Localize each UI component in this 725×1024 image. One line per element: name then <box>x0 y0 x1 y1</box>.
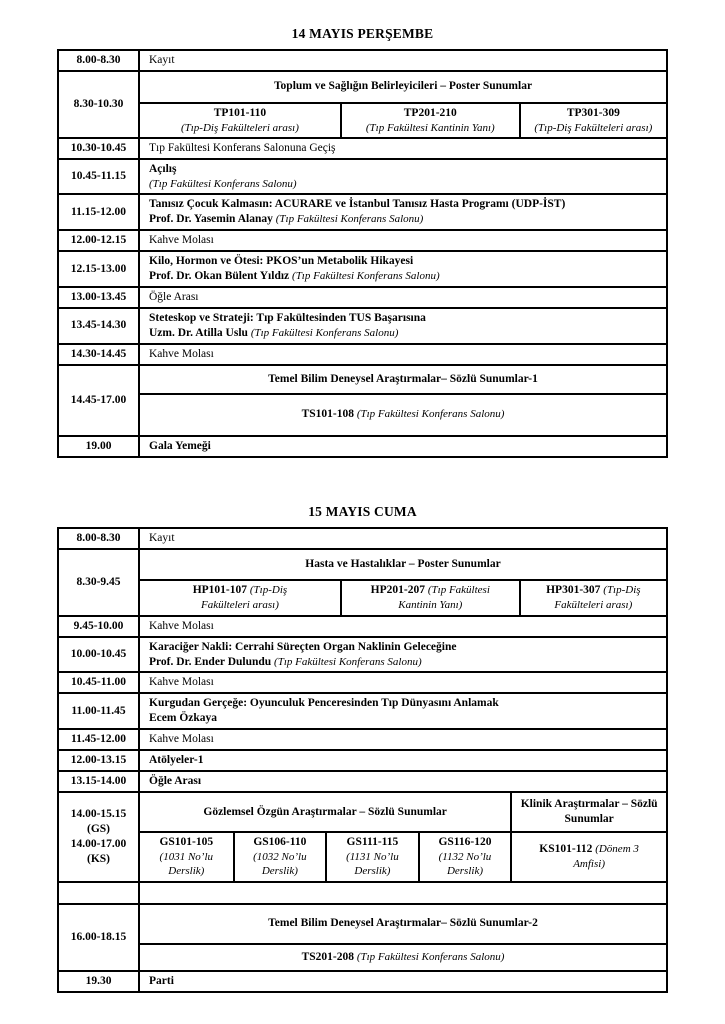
time-line: (GS) <box>87 822 110 835</box>
event-cell: Kahve Molası <box>139 616 667 637</box>
event-title: Kurgudan Gerçeğe: Oyunculuk Penceresinden Tıp Dünyasını Anlamak <box>149 697 499 710</box>
row-oral-block <box>58 365 667 436</box>
time-cell: 19.30 <box>58 971 139 992</box>
event-cell <box>139 194 667 230</box>
poster-block-cell <box>139 549 667 616</box>
speaker-name: Ecem Özkaya <box>149 712 218 725</box>
row-poster-block <box>58 549 667 616</box>
time-line: 14.00-15.15 <box>70 807 127 820</box>
gs-col-4 <box>418 833 511 881</box>
poster-col-1 <box>140 581 340 615</box>
event-cell: Kahve Molası <box>139 230 667 251</box>
event-location: (Tıp Fakültesi Konferans Salonu) <box>275 213 424 226</box>
session-location: (Tıp Fakültesi Konferans Salonu) <box>356 408 505 421</box>
speaker-name: Prof. Dr. Okan Bülent Yıldız <box>149 270 290 283</box>
row-gecis <box>58 138 667 159</box>
session-code: TS101-108 <box>301 408 354 421</box>
time-cell: 12.00-12.15 <box>58 230 139 251</box>
session-code: GS101-105 <box>159 836 214 849</box>
time-cell: 13.45-14.30 <box>58 308 139 344</box>
row-talk-pkos <box>58 251 667 287</box>
day1-title: 14 MAYIS PERŞEMBE <box>291 26 434 41</box>
oral-block-cell <box>139 365 667 436</box>
event-location: (Tıp Fakültesi Konferans Salonu) <box>149 178 297 191</box>
event-cell: Öğle Arası <box>139 771 667 792</box>
time-cell: 13.15-14.00 <box>58 771 139 792</box>
event-cell <box>139 637 667 673</box>
time-cell: 8.30-10.30 <box>58 71 139 138</box>
session-location: (Tıp-Diş Fakülteleri arası) <box>534 121 653 134</box>
poster-col-2 <box>340 104 519 137</box>
time-cell: 8.00-8.30 <box>58 528 139 549</box>
row-talk-tus <box>58 308 667 344</box>
time-cell: 11.45-12.00 <box>58 729 139 750</box>
event-cell <box>139 159 667 194</box>
event-location: (Tıp Fakültesi Konferans Salonu) <box>250 326 399 339</box>
poster-col-1 <box>140 104 340 137</box>
session-location: (Tıp-Diş Fakülteleri arası) <box>180 121 299 134</box>
row-ogle-arasi <box>58 287 667 308</box>
section-spacer <box>0 458 725 504</box>
row-talk-acurare <box>58 194 667 230</box>
time-cell: 8.30-9.45 <box>58 549 139 616</box>
event-location: (Tıp Fakültesi Konferans Salonu) <box>274 655 422 668</box>
session-code: KS101-112 <box>539 842 593 855</box>
row-kahve <box>58 729 667 750</box>
gs-col-2 <box>233 833 326 881</box>
event-title: Tanısız Çocuk Kalmasın: ACURARE ve İstanbul Tanısız Hasta Programı (UDP-İST) <box>149 198 566 211</box>
event-location: (Tıp Fakültesi Konferans Salonu) <box>292 270 440 283</box>
gs-session-header: Gözlemsel Özgün Araştırmalar – Sözlü Sunumlar <box>203 805 447 818</box>
gs-col-3 <box>325 833 418 881</box>
event-cell: Parti <box>139 971 667 992</box>
time-cell: 14.30-14.45 <box>58 344 139 365</box>
event-cell <box>139 693 667 729</box>
time-line: 14.00-17.00 <box>70 837 127 850</box>
row-talk-karaciger <box>58 637 667 673</box>
oral-block-cell <box>139 904 667 971</box>
speaker-name: Prof. Dr. Ender Dulundu <box>149 655 272 668</box>
session-location: (Tıp Fakültesi Konferans Salonu) <box>356 950 505 963</box>
time-cell: 12.00-13.15 <box>58 750 139 771</box>
time-cell: 14.45-17.00 <box>58 365 139 436</box>
oral-session-codes <box>140 943 666 970</box>
session-location: (1031 No’lu Derslik) <box>159 851 214 878</box>
event-cell: Gala Yemeği <box>139 436 667 457</box>
event-cell <box>139 251 667 287</box>
row-oral-block <box>58 904 667 971</box>
event-cell: Kayıt <box>139 528 667 549</box>
session-code: GS111-115 <box>346 836 399 849</box>
speaker-line <box>149 212 657 227</box>
oral-session-header: Temel Bilim Deneysel Araştırmalar– Sözlü Sunumlar-2 <box>268 917 538 930</box>
gsks-codes <box>140 831 666 881</box>
event-cell: Öğle Arası <box>139 287 667 308</box>
poster-session-header: Hasta ve Hastalıklar – Poster Sunumlar <box>305 557 501 570</box>
time-cell: 13.00-13.45 <box>58 287 139 308</box>
time-line: (KS) <box>87 852 110 865</box>
day2-title: 15 MAYIS CUMA <box>308 503 417 519</box>
session-location: (Tıp-Diş Fakülteleri arası) <box>554 583 641 611</box>
time-cell: 16.00-18.15 <box>58 904 139 971</box>
row-kahve <box>58 230 667 251</box>
session-code: TP101-110 <box>213 106 267 119</box>
event-cell <box>139 308 667 344</box>
session-location: (Tıp Fakültesi Kantinin Yanı) <box>398 583 490 611</box>
row-acilis <box>58 159 667 194</box>
row-kayit <box>58 528 667 549</box>
row-kahve <box>58 672 667 693</box>
time-cell: 10.45-11.00 <box>58 672 139 693</box>
gs-col-1 <box>140 833 233 881</box>
session-code: HP101-107 <box>192 583 248 596</box>
session-location: (1131 No’lu Derslik) <box>346 851 399 878</box>
time-cell: 10.30-10.45 <box>58 138 139 159</box>
row-atolyeler <box>58 750 667 771</box>
poster-columns <box>140 579 666 615</box>
time-cell <box>58 792 139 882</box>
session-code: HP201-207 <box>370 583 425 596</box>
session-location: (1032 No’lu Derslik) <box>253 851 307 878</box>
session-location: (Dönem 3 Amfisi) <box>573 842 639 870</box>
session-location: (Tıp Fakültesi Kantinin Yanı) <box>365 121 495 134</box>
poster-columns <box>140 102 666 137</box>
session-code: GS116-120 <box>438 836 492 849</box>
speaker-line <box>149 326 657 341</box>
session-location: (Tıp-Diş Fakülteleri arası) <box>200 583 288 611</box>
time-cell: 11.15-12.00 <box>58 194 139 230</box>
time-cell: 10.45-11.15 <box>58 159 139 194</box>
ks-session-header: Klinik Araştırmalar – Sözlü Sunumlar <box>510 793 666 831</box>
time-cell: 12.15-13.00 <box>58 251 139 287</box>
event-title: Karaciğer Nakli: Cerrahi Süreçten Organ Naklinin Geleceğine <box>149 640 457 653</box>
row-parti <box>58 971 667 992</box>
row-spacer <box>58 882 667 904</box>
event-cell: Tıp Fakültesi Konferans Salonuna Geçiş <box>139 138 667 159</box>
row-kahve <box>58 616 667 637</box>
oral-session-header: Temel Bilim Deneysel Araştırmalar– Sözlü Sunumlar-1 <box>268 372 538 385</box>
event-cell: Kayıt <box>139 50 667 71</box>
row-gsks-block <box>58 792 667 882</box>
row-gala <box>58 436 667 457</box>
session-code: HP301-307 <box>546 583 601 596</box>
speaker-line <box>149 711 657 726</box>
day1-schedule-table <box>57 49 668 458</box>
poster-col-3 <box>519 581 666 615</box>
session-code: GS106-110 <box>253 836 307 849</box>
speaker-name: Prof. Dr. Yasemin Alanay <box>149 213 273 226</box>
event-cell-empty <box>139 882 667 904</box>
time-cell: 11.00-11.45 <box>58 693 139 729</box>
event-cell: Kahve Molası <box>139 344 667 365</box>
event-title: Steteskop ve Strateji: Tıp Fakültesinden TUS Başarısına <box>149 311 426 324</box>
day2-schedule-table <box>57 527 668 993</box>
event-cell: Kahve Molası <box>139 729 667 750</box>
row-kayit <box>58 50 667 71</box>
session-code: TP301-309 <box>566 106 620 119</box>
ks-col <box>510 833 666 881</box>
session-code: TS201-208 <box>301 950 354 963</box>
row-poster-block <box>58 71 667 138</box>
speaker-line <box>149 655 657 670</box>
row-talk-oyunculuk <box>58 693 667 729</box>
row-ogle-arasi <box>58 771 667 792</box>
time-cell: 19.00 <box>58 436 139 457</box>
event-title: Kilo, Hormon ve Ötesi: PKOS’un Metabolik Hikayesi <box>149 255 414 268</box>
poster-block-cell <box>139 71 667 138</box>
gsks-headers <box>140 793 666 831</box>
session-location: (1132 No’lu Derslik) <box>438 851 492 878</box>
oral-session-codes <box>140 393 666 435</box>
session-code: TP201-210 <box>403 106 457 119</box>
time-cell: 10.00-10.45 <box>58 637 139 673</box>
poster-session-header: Toplum ve Sağlığın Belirleyicileri – Poster Sunumlar <box>273 80 533 93</box>
speaker-line <box>149 269 657 284</box>
row-kahve <box>58 344 667 365</box>
event-cell: Atölyeler-1 <box>139 750 667 771</box>
event-cell: Kahve Molası <box>139 672 667 693</box>
gsks-block-cell <box>139 792 667 882</box>
time-cell: 9.45-10.00 <box>58 616 139 637</box>
time-cell-empty <box>58 882 139 904</box>
poster-col-2 <box>340 581 519 615</box>
poster-col-3 <box>519 104 666 137</box>
speaker-name: Uzm. Dr. Atilla Uslu <box>149 326 248 339</box>
time-cell: 8.00-8.30 <box>58 50 139 71</box>
event-title: Açılış <box>149 163 177 176</box>
